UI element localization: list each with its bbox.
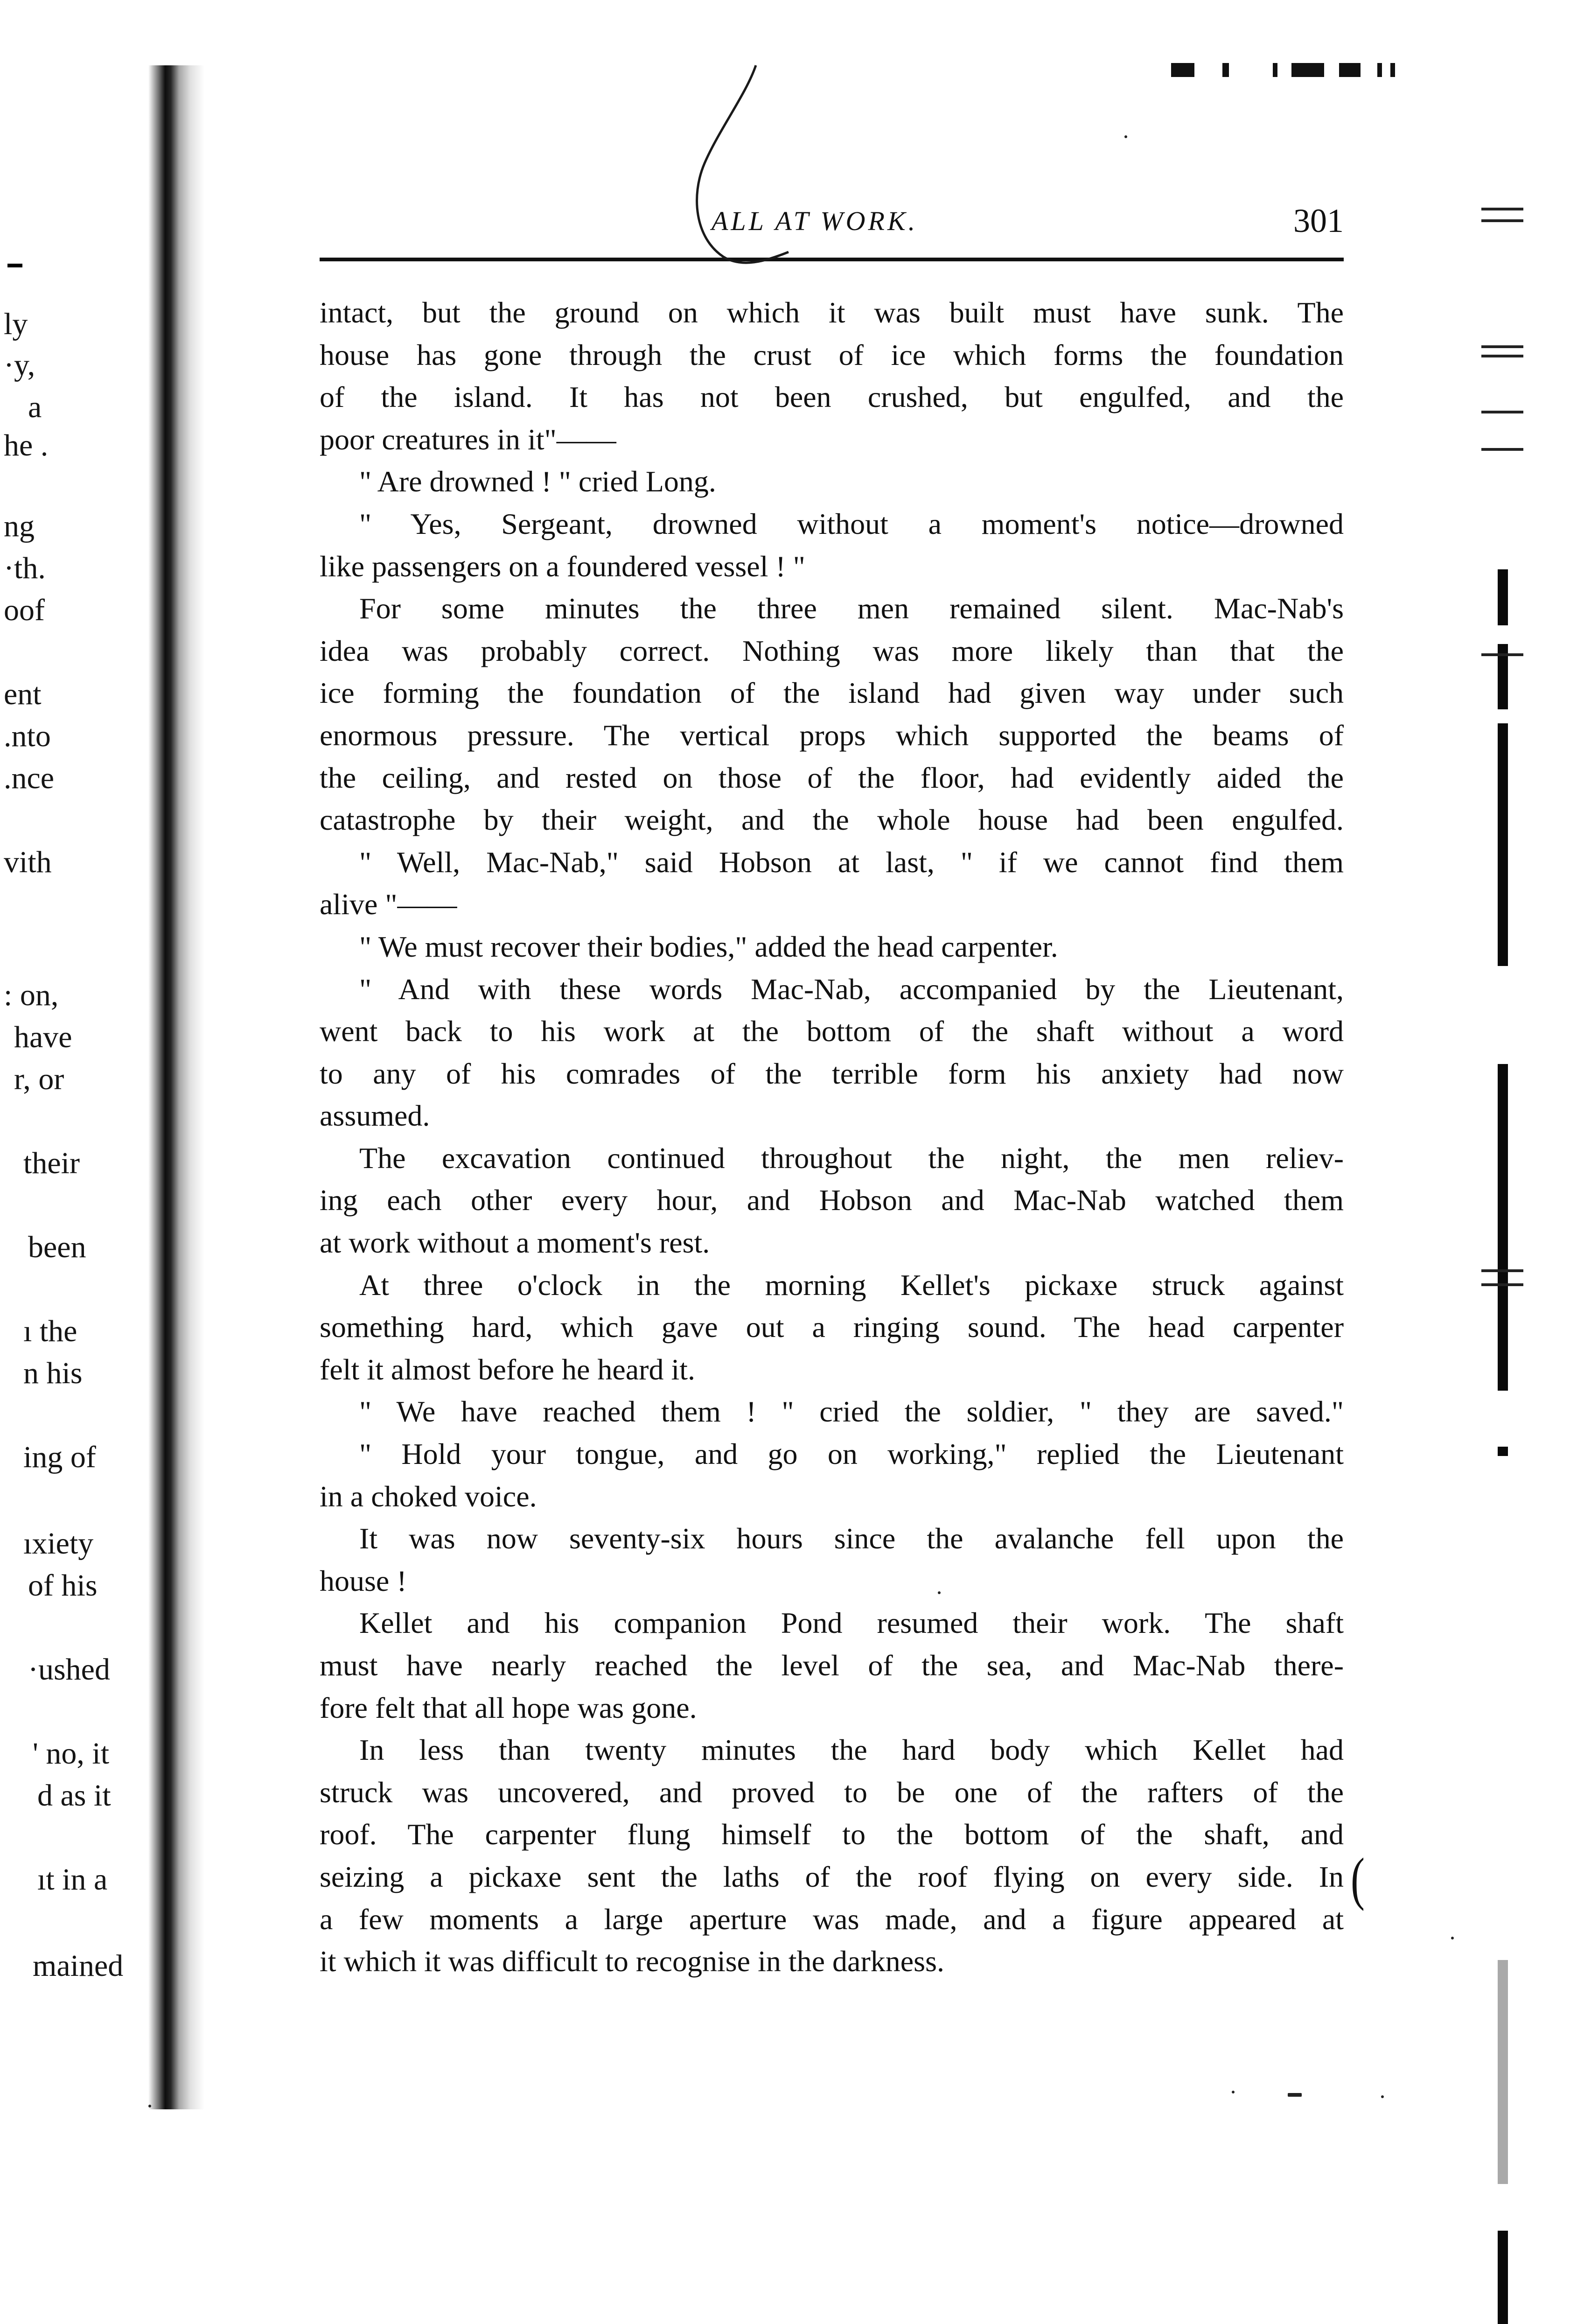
pen-mark xyxy=(686,56,798,275)
text-line: the ceiling, and rested on those of the floor, had evidently aided the xyxy=(320,761,1344,794)
scan-marks-top xyxy=(1171,63,1414,82)
speck xyxy=(1232,2091,1235,2093)
text-line: For some minutes the three men remained silent. Mac-Nab's xyxy=(359,592,1344,625)
speck xyxy=(1381,2095,1384,2098)
fragment: of his xyxy=(28,1568,98,1603)
text-line: The excavation continued throughout the night, the men reliev- xyxy=(359,1141,1344,1175)
fragment: .nto xyxy=(4,719,51,753)
text-line: intact, but the ground on which it was built must have sunk. The xyxy=(320,296,1344,329)
text-line: " And with these words Mac-Nab, accompanied by the Lieutenant, xyxy=(359,972,1344,1006)
text-line: it which it was difficult to recognise in the darkness. xyxy=(320,1945,944,1978)
fragment: ı the xyxy=(23,1314,77,1348)
text-line: alive "—— xyxy=(320,888,457,921)
text-line: house ! xyxy=(320,1564,407,1597)
fragment: r, or xyxy=(14,1062,64,1096)
fragment: their xyxy=(23,1146,80,1180)
text-line: poor creatures in it"—— xyxy=(320,422,616,456)
fragment: ·th. xyxy=(4,551,46,585)
text-line: struck was uncovered, and proved to be one of the rafters of the xyxy=(320,1775,1344,1809)
text-line: roof. The carpenter flung himself to the bottom of the shaft, and xyxy=(320,1818,1344,1851)
fragment: d as it xyxy=(37,1778,111,1813)
speck xyxy=(1288,2093,1302,2097)
fragment: ' no, it xyxy=(33,1736,110,1771)
fragment: ent xyxy=(4,677,42,711)
text-line: It was now seventy-six hours since the avalanche fell upon the xyxy=(359,1522,1344,1555)
text-line: ing each other every hour, and Hobson and Mac-Nab watched them xyxy=(320,1183,1344,1217)
header-rule xyxy=(320,258,1344,261)
fragment: been xyxy=(28,1230,86,1264)
text-line: assumed. xyxy=(320,1099,430,1133)
text-line: In less than twenty minutes the hard body which Kellet had xyxy=(359,1733,1344,1767)
margin-bracket: ( xyxy=(1351,1847,1365,1911)
text-line: Kellet and his companion Pond resumed their work. The shaft xyxy=(359,1606,1344,1640)
text-line: ice forming the foundation of the island had given way under such xyxy=(320,676,1344,710)
fragment: ly xyxy=(4,307,28,341)
text-line: felt it almost before he heard it. xyxy=(320,1352,696,1386)
text-line: " We have reached them ! " cried the soldier, " they are saved." xyxy=(359,1395,1344,1428)
fragment: ıxiety xyxy=(23,1526,94,1561)
text-line: like passengers on a foundered vessel ! " xyxy=(320,549,805,583)
fragment: have xyxy=(14,1020,72,1054)
text-line: " Are drowned ! " cried Long. xyxy=(359,465,716,498)
text-line: seizing a pickaxe sent the laths of the roof flying on every side. In xyxy=(320,1860,1344,1893)
text-line: house has gone through the crust of ice which forms the foundation xyxy=(320,338,1344,371)
text-line: enormous pressure. The vertical props which supported the beams of xyxy=(320,718,1344,752)
text-line: At three o'clock in the morning Kellet's pickaxe struck against xyxy=(359,1268,1344,1302)
fragment: he . xyxy=(4,428,49,462)
binding-shadow xyxy=(148,65,204,2109)
speck xyxy=(1451,1937,1454,1939)
text-line: must have nearly reached the level of the sea, and Mac-Nab there- xyxy=(320,1649,1344,1682)
text-line: " Well, Mac-Nab," said Hobson at last, " if we cannot find them xyxy=(359,845,1344,879)
fragment: mained xyxy=(33,1949,124,1983)
page-header xyxy=(320,196,1344,266)
fragment: ıt in a xyxy=(37,1862,108,1897)
fragment: ing of xyxy=(23,1440,96,1474)
page-number: 301 xyxy=(1293,202,1344,239)
text-line: idea was probably correct. Nothing was more likely than that the xyxy=(320,634,1344,667)
running-head: ALL AT WORK. xyxy=(712,206,918,236)
fragment: a xyxy=(28,390,42,424)
edge-mark xyxy=(7,264,22,267)
text-line: catastrophe by their weight, and the whole house had been engulfed. xyxy=(320,803,1344,837)
scan-edge-right xyxy=(1456,187,1521,2147)
fragment: : on, xyxy=(4,978,59,1012)
fragment: .nce xyxy=(4,761,55,795)
text-line: to any of his comrades of the terrible form his anxiety had now xyxy=(320,1057,1344,1090)
text-line: at work without a moment's rest. xyxy=(320,1226,710,1260)
text-line: of the island. It has not been crushed, but engulfed, and the xyxy=(320,380,1344,414)
body-text xyxy=(320,292,1344,1983)
text-line: in a choked voice. xyxy=(320,1479,537,1513)
speck xyxy=(1124,135,1127,138)
fragment: vith xyxy=(4,845,52,879)
fragment: n his xyxy=(23,1356,83,1390)
text-line: went back to his work at the bottom of the shaft without a word xyxy=(320,1015,1344,1048)
text-line: " Hold your tongue, and go on working," replied the Lieutenant xyxy=(359,1437,1344,1471)
text-line: " We must recover their bodies," added the head carpenter. xyxy=(359,930,1058,963)
fragment: ·y, xyxy=(4,348,35,382)
fragment: ng xyxy=(4,509,35,543)
speck xyxy=(938,1591,941,1594)
text-line: a few moments a large aperture was made, and a figure appeared at xyxy=(320,1902,1344,1936)
text-line: something hard, which gave out a ringing sound. The head carpenter xyxy=(320,1310,1344,1344)
text-line: fore felt that all hope was gone. xyxy=(320,1691,697,1724)
text-line: " Yes, Sergeant, drowned without a moment's notice—drowned xyxy=(359,507,1344,540)
fragment: oof xyxy=(4,593,45,627)
speck xyxy=(148,2105,151,2107)
fragment: ·ushed xyxy=(28,1652,110,1687)
